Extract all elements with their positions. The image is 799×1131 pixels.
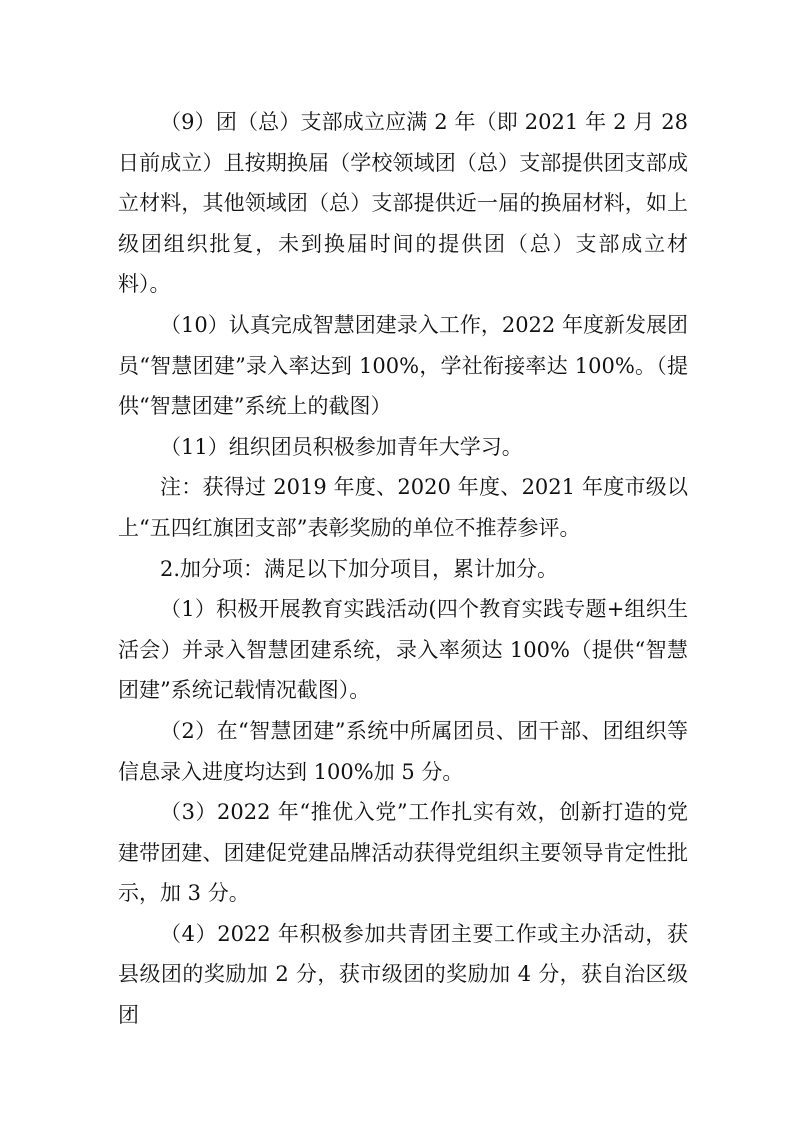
paragraph-item-10: （10）认真完成智慧团建录入工作，2022 年度新发展团员“智慧团建”录入率达到 100%，学社衔接率达 100%。（提供“智慧团建”系统上的截图） [118, 312, 688, 419]
paragraph-bonus-3: （3）2022 年“推优入党”工作扎实有效，创新打造的党建带团建、团建促党建品牌活动获得党组织主要领导肯定性批示，加 3 分。 [118, 800, 688, 906]
paragraph-bonus-4: （4）2022 年积极参加共青团主要工作或主办活动，获县级团的奖励加 2 分，获市级团的奖励加 4 分，获自治区级团 [118, 921, 688, 1028]
paragraph-item-9: （9）团（总）支部成立应满 2 年（即 2021 年 2 月 28 日前成立）且按期换届（学校领域团（总）支部提供团支部成立材料，其他领域团（总）支部提供近一届的换届材料，如上级团组织批复，未到换届时间的提供团（总）支部成立材料）。 [118, 110, 688, 297]
document-body [118, 102, 688, 1036]
paragraph-section-bonus: 2.加分项：满足以下加分项目，累计加分。 [160, 556, 559, 581]
paragraph-note: 注：获得过 2019 年度、2020 年度、2021 年度市级以上“五四红旗团支部”表彰奖励的单位不推荐参评。 [118, 475, 688, 540]
paragraph-item-11: （11）组织团员积极参加青年大学习。 [160, 434, 523, 459]
paragraph-bonus-1: （1）积极开展教育实践活动(四个教育实践专题+组织生活会）并录入智慧团建系统，录入率须达 100%（提供“智慧团建”系统记载情况截图）。 [118, 597, 688, 703]
paragraph-bonus-2: （2）在“智慧团建”系统中所属团员、团干部、团组织等信息录入进度均达到 100%加 5 分。 [118, 718, 688, 784]
